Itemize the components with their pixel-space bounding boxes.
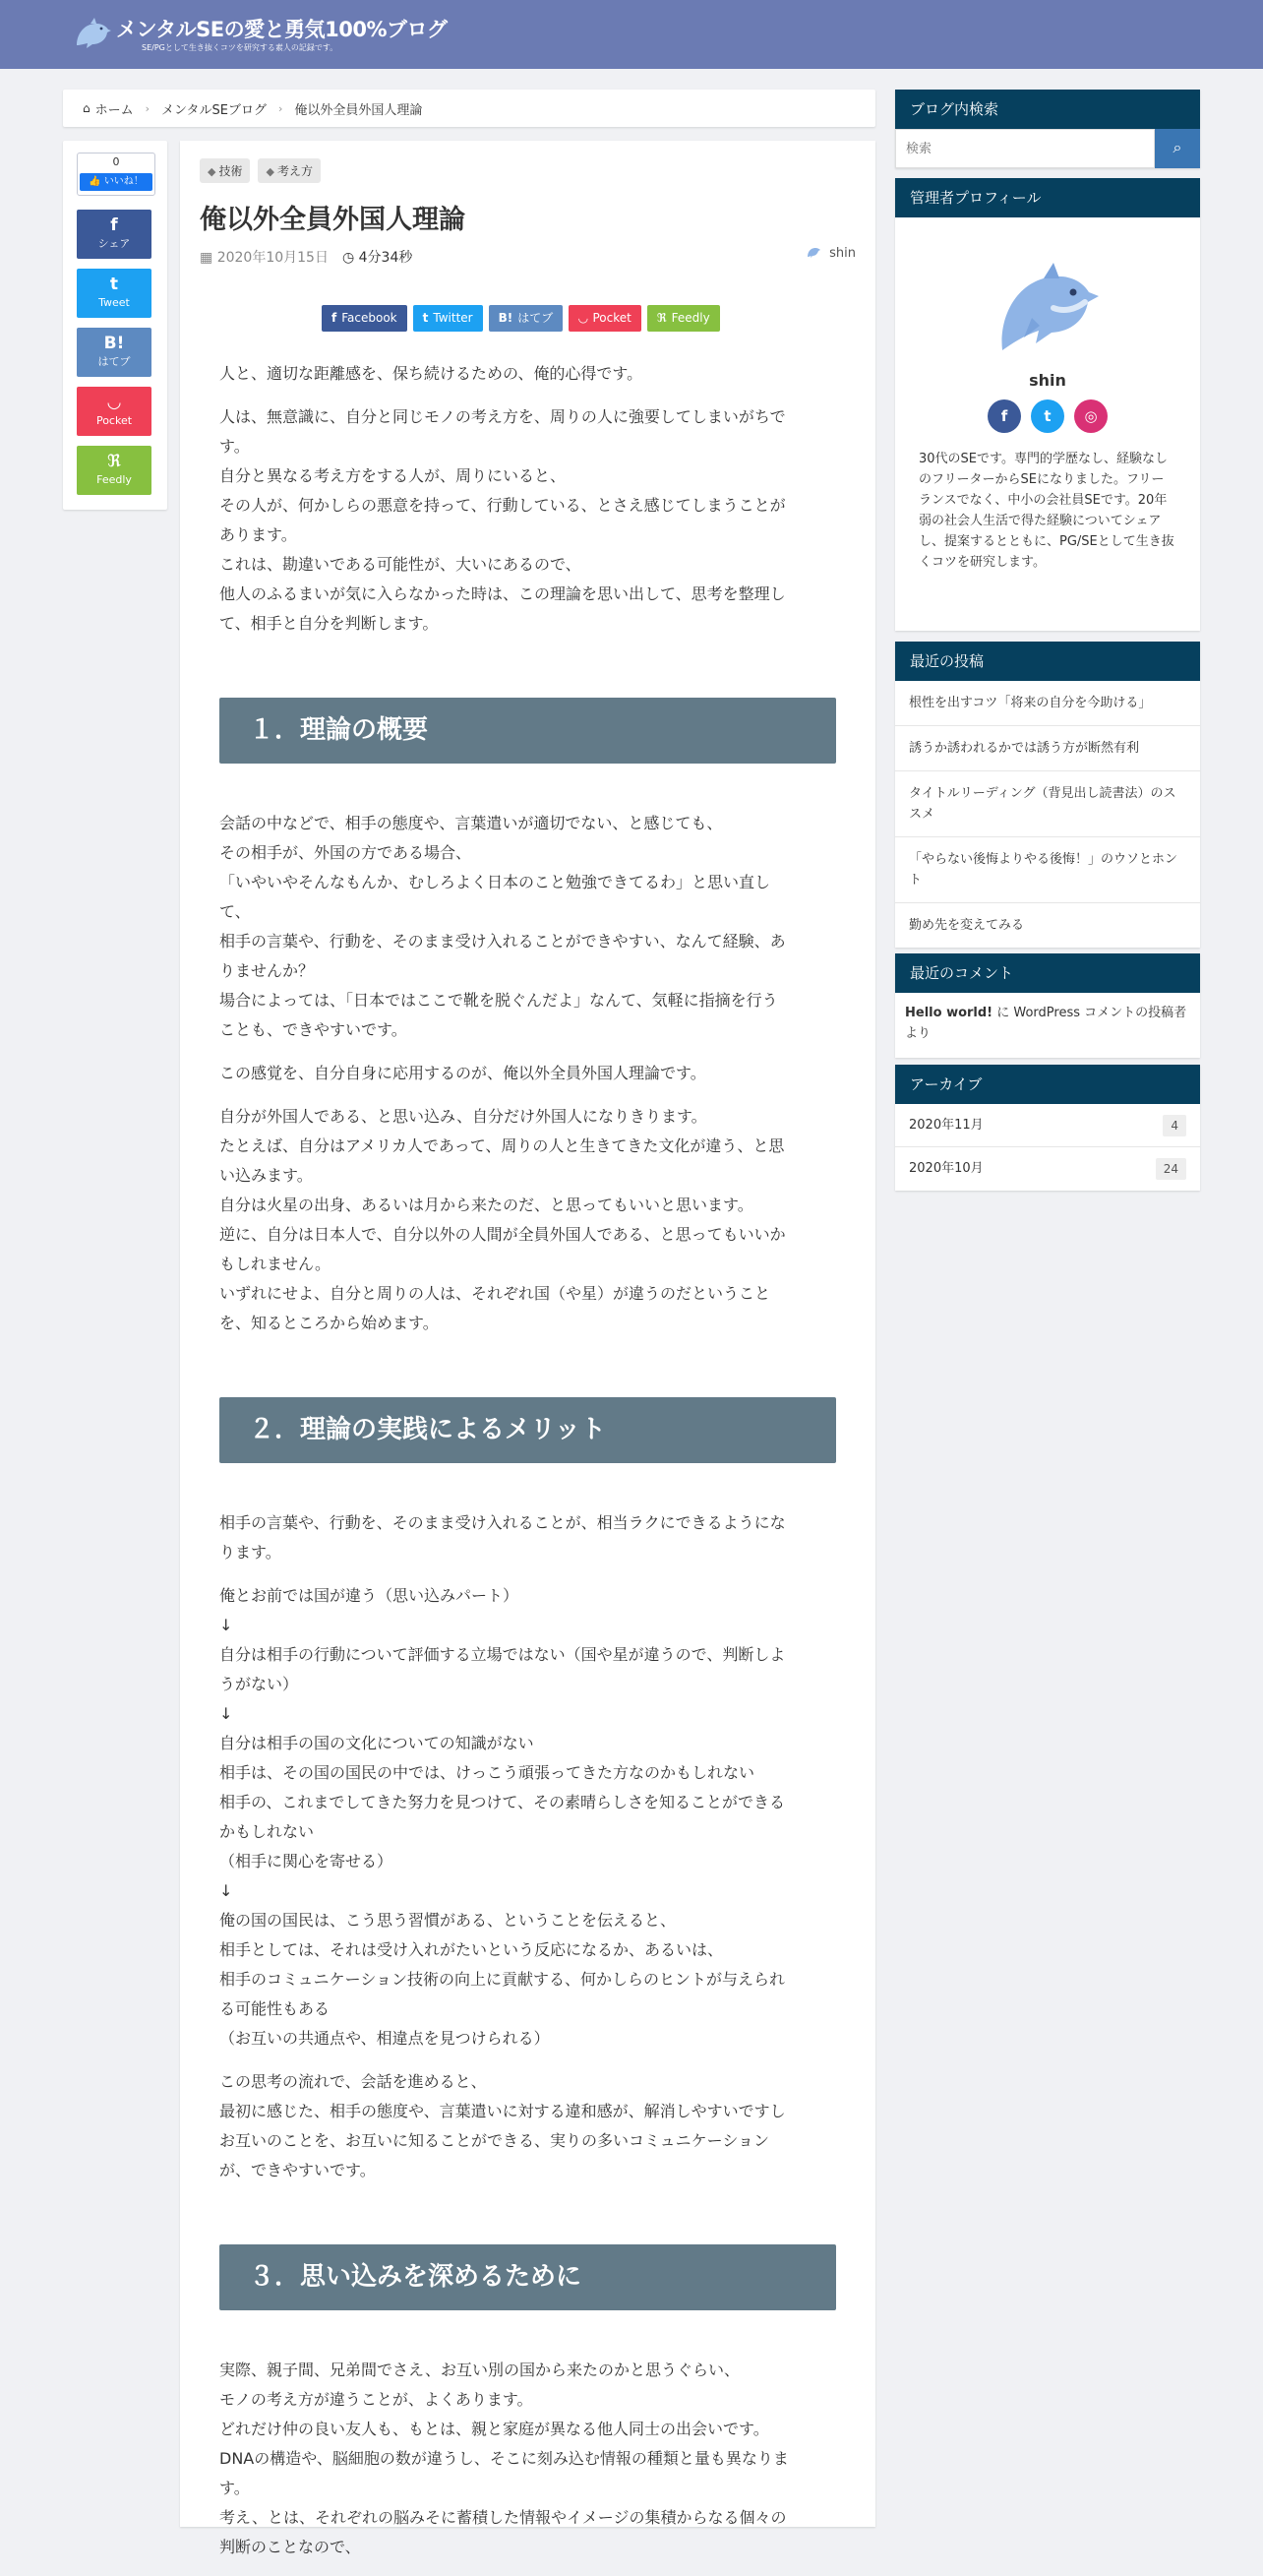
archive-label: 2020年11月: [909, 1117, 984, 1133]
text-line: 相手のコミュニケーション技術の向上に貢献する、何かしらのヒントが与えられ: [219, 1970, 786, 1989]
twitter-icon: t: [109, 275, 119, 294]
author[interactable]: [806, 245, 856, 261]
tag[interactable]: [200, 158, 250, 183]
text-line: 逆に、自分は日本人で、自分以外の人間が全員外国人である、と思ってもいいか: [219, 1225, 786, 1244]
facebook-icon: f: [331, 311, 337, 325]
share-twitter-button[interactable]: [77, 269, 151, 318]
recent-post-link[interactable]: タイトルリーディング（背見出し読書法）のススメ: [895, 771, 1200, 837]
text-line: ↓: [219, 1616, 233, 1634]
article-body: [219, 359, 836, 2576]
read-time: [342, 247, 412, 267]
social-links: [895, 399, 1200, 433]
section-heading: ２．理論の実践によるメリット: [219, 1397, 836, 1463]
text-line: 自分は火星の出身、あるいは月から来たのだ、と思ってもいいと思います。: [219, 1196, 753, 1214]
feedly-icon: ℜ: [107, 452, 121, 471]
text-line: す。: [219, 2479, 250, 2497]
text-line: 相手の言葉や、行動を、そのまま受け入れることが、相当ラクにできるようにな: [219, 1513, 786, 1532]
twitter-icon[interactable]: t: [1031, 399, 1064, 433]
author-name: shin: [829, 245, 856, 261]
text-line: 最初に感じた、相手の態度や、言葉遣いに対する違和感が、解消しやすいですし: [219, 2102, 786, 2120]
text-line: 自分が外国人である、と思い込み、自分だけ外国人になりきります。: [219, 1107, 707, 1126]
comment-author: WordPress コメントの投稿者 より: [905, 1006, 1187, 1041]
paragraph: [219, 2067, 836, 2185]
text-line: その人が、何かしらの悪意を持って、行動している、とさえ感じてしまうことが: [219, 496, 786, 515]
archive-count: 24: [1156, 1158, 1186, 1180]
share-facebook-button[interactable]: [322, 305, 407, 332]
search-input[interactable]: [895, 129, 1155, 168]
search-widget: [895, 90, 1200, 168]
like-button[interactable]: [80, 173, 152, 191]
site-header: [0, 0, 1263, 69]
text-line: （相手に関心を寄せる）: [219, 1852, 393, 1871]
share-label: Pocket: [95, 414, 133, 427]
text-line: 自分と異なる考え方をする人が、周りにいると、: [219, 466, 567, 485]
text-line: 「いやいやそんなもんか、むしろよく日本のこと勉強できてるわ」と思い直し: [219, 873, 771, 891]
recent-post-link[interactable]: 誘うか誘われるかでは誘う方が断然有利: [895, 726, 1200, 771]
dolphin-avatar-icon: [989, 257, 1107, 365]
text-line: を、知るところから始めます。: [219, 1314, 439, 1332]
text-line: りませんか？: [219, 961, 315, 980]
share-label: Feedly: [671, 311, 710, 325]
widget-title: 最近のコメント: [895, 953, 1200, 993]
breadcrumb-current: 俺以外全員外国人理論: [294, 102, 423, 118]
text-line: る可能性もある: [219, 1999, 331, 2018]
comment-connector: に: [992, 1006, 1014, 1020]
text-line: その相手が、外国の方である場合、: [219, 843, 472, 862]
instagram-icon[interactable]: ◎: [1074, 399, 1108, 433]
paragraph: [219, 1102, 836, 1338]
tag[interactable]: [258, 158, 320, 183]
share-label: Tweet: [98, 296, 130, 309]
text-line: あります。: [219, 525, 297, 544]
archive-link[interactable]: [895, 1104, 1200, 1147]
author-avatar-icon: [806, 245, 821, 261]
breadcrumb: [63, 90, 875, 127]
text-line: 考え、とは、それぞれの脳みそに蓄積した情報やイメージの集積からなる個々の: [219, 2508, 787, 2527]
thumbs-up-icon: 👍: [89, 176, 101, 187]
text-line: 自分は相手の行動について評価する立場ではない（国や星が違うので、判断しよ: [219, 1645, 786, 1664]
recent-posts-widget: [895, 642, 1200, 948]
breadcrumb-category[interactable]: メンタルSEブログ: [161, 102, 267, 118]
publish-date: [200, 247, 329, 267]
recent-post-link[interactable]: 根性を出すコツ「将来の自分を今助ける」: [895, 681, 1200, 726]
text-line: 相手は、その国の国民の中では、けっこう頑張ってきた方なのかもしれない: [219, 1763, 755, 1782]
text-line: うがない）: [219, 1675, 299, 1693]
paragraph: [219, 1581, 836, 2054]
text-line: DNAの構造や、脳細胞の数が違うし、そこに刻み込む情報の種類と量も異なりま: [219, 2449, 789, 2468]
text-line: 自分は相手の国の文化についての知識がない: [219, 1734, 534, 1752]
tag-list: [200, 158, 321, 183]
recent-comment: [895, 993, 1200, 1058]
profile-description: 30代のSEです。専門的学歴なし、経験なしのフリーターからSEになりました。フリーランスでなく、中小の会社員SEです。20年弱の社会人生活で得た経験についてシェアし、提案するとともに、PG/SEとして生き抜くコツを研究します。: [919, 452, 1174, 570]
section-heading: ３．思い込みを深めるために: [219, 2244, 836, 2310]
tag-icon: ◆: [208, 165, 216, 178]
text-line: て、相手と自分を判断します。: [219, 614, 439, 633]
text-line: 実際、親子間、兄弟間でさえ、お互い別の国から来たのかと思うぐらい、: [219, 2361, 740, 2379]
text-line: 人と、適切な距離感を、保ち続けるための、俺的心得です。: [219, 364, 643, 383]
paragraph: [219, 1059, 836, 1088]
text-line: す。: [219, 437, 250, 456]
paragraph: [219, 809, 836, 1045]
text-line: いずれにせよ、自分と周りの人は、それぞれ国（や星）が違うのだということ: [219, 1284, 771, 1303]
article-title: 俺以外全員外国人理論: [200, 205, 465, 235]
chevron-right-icon: ›: [278, 101, 283, 115]
share-hatena-button[interactable]: [77, 328, 151, 377]
section-heading: １．理論の概要: [219, 698, 836, 764]
text-line: この感覚を、自分自身に応用するのが、俺以外全員外国人理論です。: [219, 1064, 706, 1082]
text-line: が、できやすいです。: [219, 2161, 376, 2179]
search-button[interactable]: [1155, 129, 1200, 168]
text-line: もしれません。: [219, 1255, 331, 1273]
text-line: たとえば、自分はアメリカ人であって、周りの人と生きてきた文化が違う、と思: [219, 1136, 785, 1155]
facebook-icon[interactable]: f: [988, 399, 1021, 433]
text-line: ↓: [219, 1704, 233, 1723]
archive-widget: [895, 1065, 1200, 1191]
share-pocket-button[interactable]: [569, 305, 641, 332]
recent-post-link[interactable]: 「やらない後悔よりやる後悔！」のウソとホント: [895, 837, 1200, 903]
share-label: Twitter: [433, 311, 473, 325]
site-logo[interactable]: [71, 12, 448, 59]
text-line: お互いのことを、お互いに知ることができる、実りの多いコミュニケーション: [219, 2131, 770, 2150]
calendar-icon: ▦: [200, 250, 217, 266]
home-icon: ⌂: [83, 101, 90, 115]
clock-icon: ◷: [341, 250, 359, 266]
hatena-icon: B!: [498, 311, 513, 325]
share-label: Pocket: [592, 311, 632, 325]
search-icon: ⌕: [1173, 140, 1182, 156]
share-label: Facebook: [341, 311, 397, 325]
paragraph: [219, 2356, 836, 2562]
date-text: 2020年10月15日: [216, 250, 329, 266]
widget-title: アーカイブ: [895, 1065, 1200, 1104]
text-line: 判断のことなので、: [219, 2538, 361, 2556]
share-facebook-button[interactable]: [77, 210, 151, 259]
widget-title: 管理者プロフィール: [895, 178, 1200, 217]
text-line: ことも、できやすいです。: [219, 1020, 407, 1039]
share-twitter-button[interactable]: [413, 305, 483, 332]
read-time-text: 4分34秒: [358, 250, 413, 266]
comment-post-link[interactable]: Hello world!: [905, 1006, 993, 1020]
text-line: 相手の言葉や、行動を、そのまま受け入れることができやすい、なんて経験、あ: [219, 932, 786, 951]
search-form: [895, 129, 1200, 168]
site-title: メンタルSEの愛と勇気100%ブログ: [116, 18, 448, 41]
share-feedly-button[interactable]: [647, 305, 720, 332]
profile-widget: [895, 178, 1200, 631]
facebook-icon: f: [110, 215, 118, 235]
pocket-icon: ◡: [107, 393, 121, 412]
pocket-icon: ◡: [578, 311, 588, 325]
share-label: はてブ: [517, 311, 554, 325]
share-row: [322, 305, 720, 332]
text-line: 人は、無意識に、自分と同じモノの考え方を、周りの人に強要してしまいがちで: [219, 407, 786, 426]
text-line: 相手の、これまでしてきた努力を見つけて、その素晴らしさを知ることができる: [219, 1793, 786, 1811]
text-line: て、: [219, 902, 251, 921]
like-count: 0: [112, 155, 120, 168]
text-line: 俺の国の国民は、こう思う習慣がある、ということを伝えると、: [219, 1911, 677, 1930]
text-line: 会話の中などで、相手の態度や、言葉遣いが適切でない、と感じても、: [219, 814, 723, 832]
widget-title: ブログ内検索: [895, 90, 1200, 129]
archive-count: 4: [1163, 1115, 1186, 1136]
profile-name: shin: [1029, 371, 1066, 390]
share-label: はてブ: [97, 355, 131, 368]
text-line: この思考の流れで、会話を進めると、: [219, 2072, 487, 2091]
text-line: ↓: [219, 1881, 233, 1900]
text-line: モノの考え方が違うことが、よくあります。: [219, 2390, 533, 2409]
text-line: 俺とお前では国が違う（思い込みパート）: [219, 1586, 519, 1605]
text-line: どれだけ仲の良い友人も、もとは、親と家庭が異なる他人同士の出会いです。: [219, 2420, 769, 2438]
tag-icon: ◆: [266, 165, 274, 178]
text-line: ります。: [219, 1543, 281, 1562]
archive-label: 2020年10月: [909, 1161, 984, 1176]
site-subtitle: SE/PGとして生き抜くコツを研究する素人の記録です。: [142, 43, 338, 52]
text-line: （お互いの共通点や、相違点を見つけられる）: [219, 2029, 550, 2048]
tag-label: 考え方: [276, 164, 313, 178]
twitter-icon: t: [422, 311, 429, 325]
feedly-icon: ℜ: [656, 311, 667, 325]
breadcrumb-home[interactable]: ホーム: [94, 102, 134, 118]
article-meta: [200, 247, 412, 267]
dolphin-icon: [71, 16, 112, 55]
fb-like-box: [77, 153, 155, 196]
text-line: い込みます。: [219, 1166, 313, 1185]
like-label: いいね！: [103, 176, 144, 187]
archive-link[interactable]: [895, 1147, 1200, 1191]
tag-label: 技術: [218, 164, 243, 178]
text-line: 他人のふるまいが気に入らなかった時は、この理論を思い出して、思考を整理し: [219, 584, 786, 603]
text-line: これは、勘違いである可能性が、大いにあるので、: [219, 555, 581, 574]
paragraph: [219, 402, 836, 639]
recent-post-link[interactable]: 勤め先を変えてみる: [909, 918, 1025, 933]
article: [180, 141, 875, 2556]
recent-comments-widget: [895, 953, 1200, 1058]
share-sidebar: [63, 141, 167, 510]
hatena-icon: B!: [103, 334, 125, 353]
text-line: かもしれない: [219, 1822, 315, 1841]
widget-title: 最近の投稿: [895, 642, 1200, 681]
share-label: Feedly: [96, 473, 132, 486]
text-line: 場合によっては、「日本ではここで靴を脱ぐんだよ」なんて、気軽に指摘を行う: [219, 991, 778, 1010]
share-label: シェア: [97, 237, 131, 250]
share-feedly-button[interactable]: [77, 446, 151, 495]
paragraph: [219, 359, 836, 389]
paragraph: [219, 1508, 836, 1567]
share-hatena-button[interactable]: [489, 305, 564, 332]
text-line: 相手としては、それは受け入れがたいという反応になるか、あるいは、: [219, 1940, 724, 1959]
share-pocket-button[interactable]: [77, 387, 151, 436]
chevron-right-icon: ›: [145, 101, 150, 115]
